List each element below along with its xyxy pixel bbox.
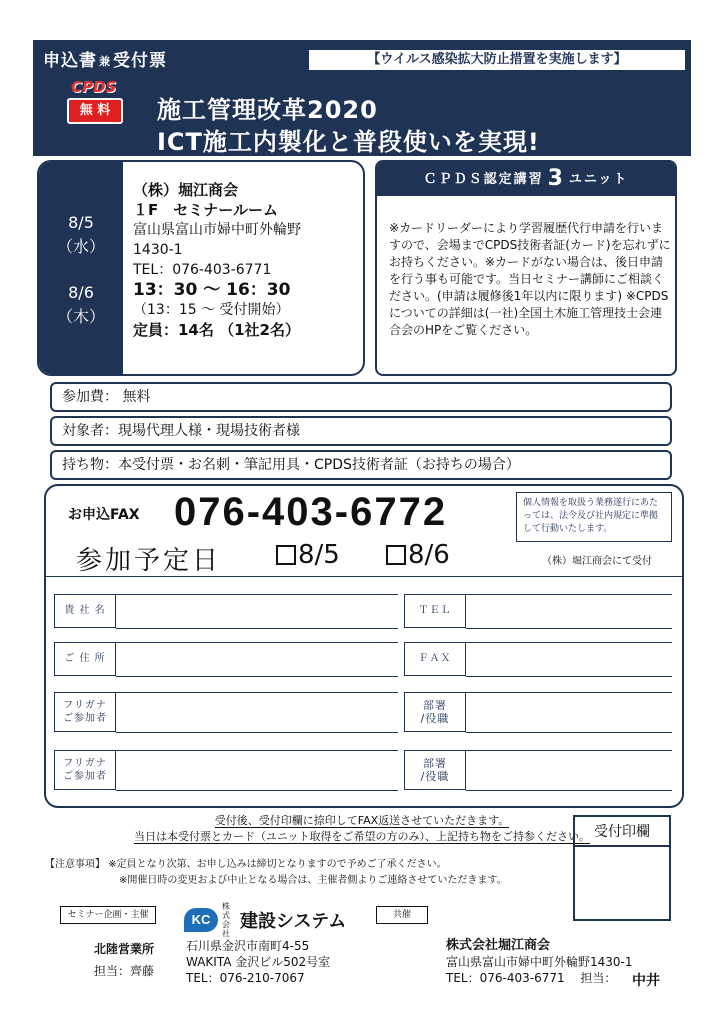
kc-address-1: 石川県金沢市南町4-55 [186, 939, 310, 953]
attendee2-label: フリガナ ご参加者 [54, 750, 116, 790]
kc-address-2: WAKITA 金沢ビル502号室 [186, 955, 331, 969]
caution-heading: 【注意事項】 [45, 859, 105, 870]
free-badge: 無 料 [67, 98, 123, 124]
fax-number: 076-403-6772 [174, 490, 448, 534]
host-company-name: 株式会社堀江商会 [446, 938, 551, 953]
seminar-title-line1: 施工管理改革2020 [157, 96, 378, 124]
seminar-title-line2: ICT施工内製化と普段使いを実現! [157, 128, 540, 156]
receipt-label: 受付印欄 [575, 817, 669, 847]
receipt-stamp-box [573, 815, 671, 921]
header-banner [33, 40, 691, 156]
acceptance-note: （株）堀江商会にて受付 [542, 556, 652, 567]
target-audience: 対象者：現場代理人様・現場技術者様 [50, 416, 672, 446]
checkbox-8-5[interactable] [276, 545, 296, 565]
items-to-bring: 持ち物：本受付票・お名刺・筆記用具・CPDS技術者証（お持ちの場合） [50, 450, 672, 480]
virus-notice-banner: 【ウイルス感染拡大防止措置を実施します】 [309, 50, 685, 70]
branch-name: 北陸営業所 [94, 942, 155, 956]
fax-input[interactable] [466, 676, 672, 677]
host-address [446, 954, 633, 986]
date-option-2-label: 8/6 [408, 540, 450, 570]
fax-field-label: ＦＡＸ [404, 642, 466, 676]
participation-fee: 参加費： 無料 [50, 382, 672, 412]
date-column [39, 162, 123, 374]
form-type-title: 申込書 兼 受付票 [43, 51, 167, 71]
dept2-input[interactable] [466, 790, 672, 791]
attendee1-input[interactable] [116, 732, 398, 733]
host-tel: TEL：076-403-6771 担当： [446, 971, 617, 985]
dept2-label: 部署 /役職 [404, 750, 466, 790]
cpds-description: ※カードリーダーにより学習履歴代行申請を行いますので、会場までCPDS技術者証(カード)を忘れずにお持ちください。※カードがない場合は、後日申請を行う事も可能です。当日セミナー講師にご相談ください。(申請は履修後1年以内に限ります) ※CPDSについての詳細は(一社)全国土木施工管理技士会連合会のHPをご覧ください。 [389, 221, 671, 337]
cpds-logo: CPDS [71, 78, 117, 96]
kc-logo-mark: KC [184, 908, 218, 932]
venue-address-1: 富山県富山市婦中町外輪野 [133, 222, 301, 238]
attendee2-input[interactable] [116, 790, 398, 791]
venue-tel: TEL：076-403-6771 [133, 262, 272, 278]
capacity: 定員：14名 （1社2名） [133, 321, 300, 339]
host-address-line: 富山県富山市婦中町外輪野1430-1 [446, 955, 633, 969]
dept1-input[interactable] [466, 732, 672, 733]
form-divider [46, 576, 682, 577]
weekday-2: （木） [56, 307, 105, 326]
privacy-notice: 個人情報を取扱う業務遂行にあたっては、法令及び社内規定に準拠して行動いたします。 [516, 492, 672, 542]
tel-label: ＴＥＬ [404, 594, 466, 628]
planned-date-label: 参加予定日 [76, 546, 222, 576]
venue-info [133, 180, 301, 340]
fax-application-box [44, 484, 684, 808]
date-option-1[interactable] [276, 540, 340, 570]
cpds-heading: ＣＰＤＳ認定講習 3 ユニット [377, 162, 675, 196]
host-contact-person: 中井 [632, 973, 660, 989]
tel-input[interactable] [466, 628, 672, 629]
return-note-1: 受付後、受付印欄に捺印してFAX返送させていただきます。 [214, 814, 510, 827]
address-input[interactable] [116, 676, 398, 677]
caution-2: ※開催日時の変更および中止となる場合は、主催者側よりご連絡させていただきます。 [119, 875, 507, 886]
reception-time: （13：15 ～ 受付開始） [133, 302, 290, 318]
date-option-2[interactable] [386, 540, 450, 570]
kc-company-name: 建設システム [240, 911, 347, 932]
date-option-1-label: 8/5 [298, 540, 340, 570]
return-note-2: 当日は本受付票とカード（ユニット取得をご希望の方のみ）、上記持ち物をご持参ください。 [133, 830, 591, 843]
venue-box [37, 160, 365, 376]
kensetsu-system-logo [184, 902, 346, 938]
branch-contact: 担当：齊藤 [94, 964, 155, 978]
kc-address [186, 938, 330, 986]
weekday-1: （水） [56, 237, 105, 256]
cohost-tag: 共催 [376, 906, 428, 924]
venue-room: １F セミナールーム [133, 201, 278, 219]
kc-kabushiki: 株式会社 [222, 902, 230, 938]
organizer-tag: セミナー企画・主催 [60, 906, 156, 924]
seminar-time: 13：30 ～ 16：30 [133, 280, 291, 300]
dept1-label: 部署 /役職 [404, 692, 466, 732]
company-label: 貴 社 名 [54, 594, 116, 628]
venue-company: （株）堀江商会 [133, 181, 239, 199]
attendee1-label: フリガナ ご参加者 [54, 692, 116, 732]
fax-label: お申込FAX [68, 507, 140, 523]
caution-notes [45, 857, 507, 889]
cpds-box [375, 160, 677, 376]
company-input[interactable] [116, 628, 398, 629]
address-label: ご 住 所 [54, 642, 116, 676]
caution-1: ※定員となり次第、お申し込みは締切となりますので予めご了承ください。 [108, 859, 447, 870]
venue-address-2: 1430-1 [133, 242, 183, 258]
kc-tel: TEL：076-210-7067 [186, 971, 305, 985]
date-2: 8/6 [68, 283, 94, 302]
checkbox-8-6[interactable] [386, 545, 406, 565]
date-1: 8/5 [68, 213, 94, 232]
